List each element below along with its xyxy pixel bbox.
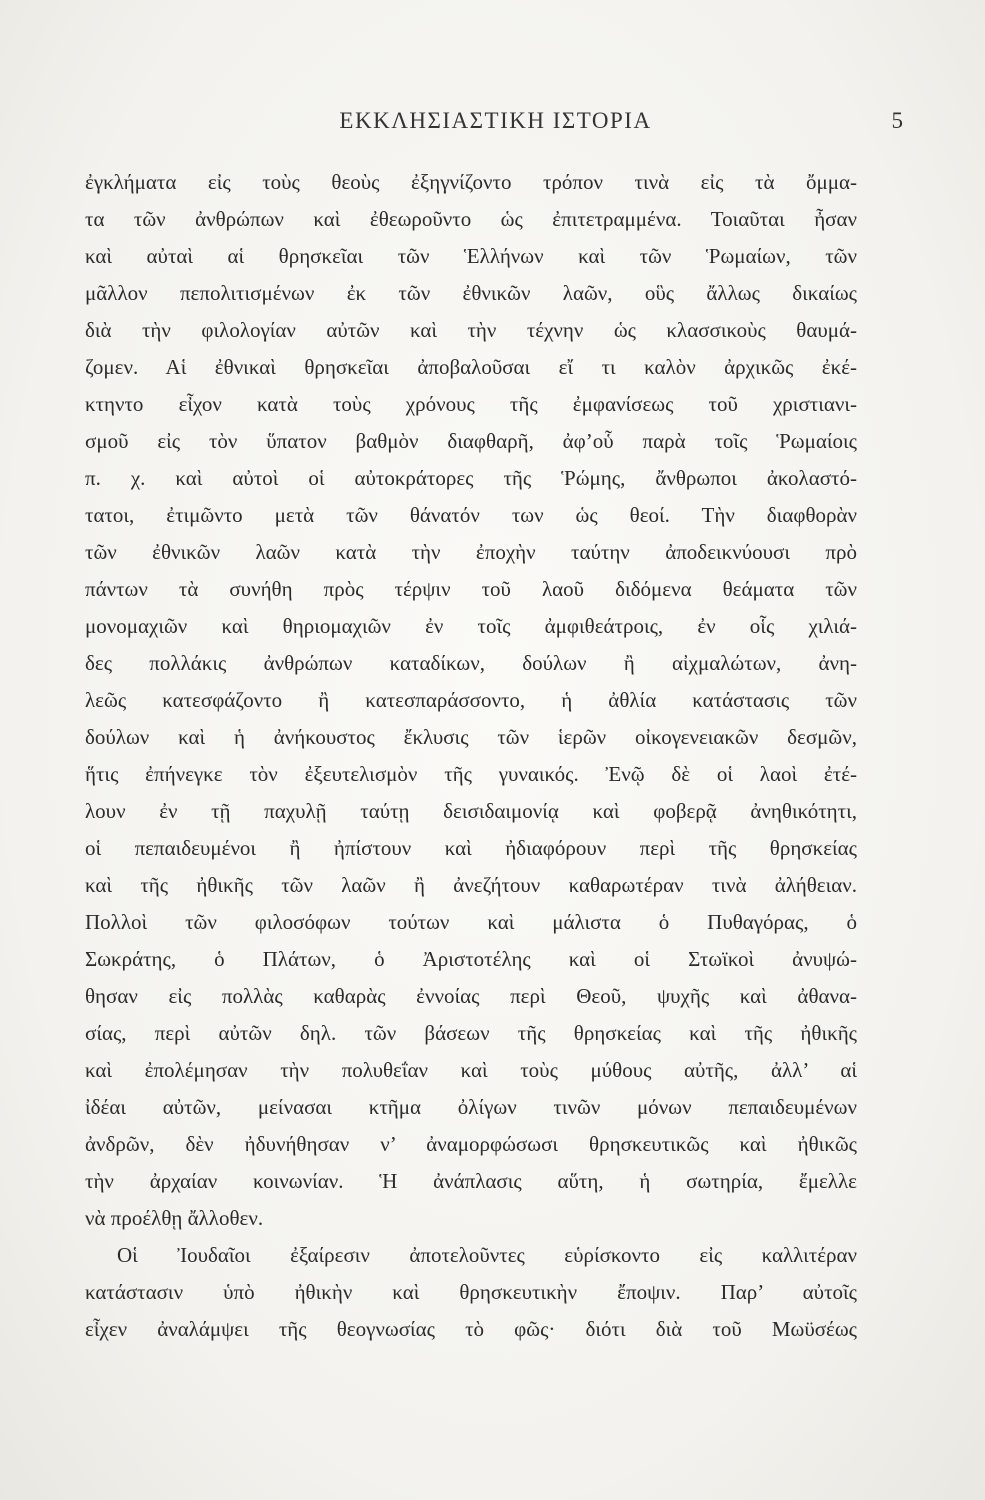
text-line: τα τῶν ἀνθρώπων καὶ ἐθεωροῦντο ὡς ἐπιτετραμμένα. Τοιαῦται ἦσαν: [85, 207, 857, 231]
text-line: ζομεν. Αἱ ἐθνικαὶ θρησκεῖαι ἀποβαλοῦσαι εἴ τι καλὸν ἀρχικῶς ἐκέ-: [85, 355, 857, 379]
text-line: Πολλοὶ τῶν φιλοσόφων τούτων καὶ μάλιστα ὁ Πυθαγόρας, ὁ: [85, 910, 857, 934]
text-line: κατάστασιν ὑπὸ ἠθικὴν καὶ θρησκευτικὴν ἔποψιν. Παρ’ αὐτοῖς: [85, 1280, 857, 1304]
text-line: λουν ἐν τῇ παχυλῇ ταύτῃ δεισιδαιμονίᾳ καὶ φοβερᾷ ἀνηθικότητι,: [85, 799, 857, 823]
text-line: ἰδέαι αὐτῶν, μείνασαι κτῆμα ὀλίγων τινῶν μόνων πεπαιδευμένων: [85, 1095, 857, 1119]
body-text: [85, 164, 857, 1348]
page-header: [88, 108, 903, 144]
text-line: καὶ ἐπολέμησαν τὴν πολυθεΐαν καὶ τοὺς μύθους αὐτῆς, ἀλλ’ αἱ: [85, 1058, 857, 1082]
text-line: δούλων καὶ ἡ ἀνήκουστος ἔκλυσις τῶν ἱερῶν οἰκογενειακῶν δεσμῶν,: [85, 725, 857, 749]
text-line: μονομαχιῶν καὶ θηριομαχιῶν ἐν τοῖς ἀμφιθεάτροις, ἐν οἷς χιλιά-: [85, 614, 857, 638]
text-line: εἶχεν ἀναλάμψει τῆς θεογνωσίας τὸ φῶς· διότι διὰ τοῦ Μωϋσέως: [85, 1317, 857, 1341]
text-line: ἀνδρῶν, δὲν ἠδυνήθησαν ν’ ἀναμορφώσωσι θρησκευτικῶς καὶ ἠθικῶς: [85, 1132, 857, 1156]
text-line: πάντων τὰ συνήθη πρὸς τέρψιν τοῦ λαοῦ διδόμενα θεάματα τῶν: [85, 577, 857, 601]
text-line: μᾶλλον πεπολιτισμένων ἐκ τῶν ἐθνικῶν λαῶν, οὓς ἄλλως δικαίως: [85, 281, 857, 305]
text-line: καὶ τῆς ἠθικῆς τῶν λαῶν ἢ ἀνεζήτουν καθαρωτέραν τινὰ ἀλήθειαν.: [85, 873, 857, 897]
text-line: π. χ. καὶ αὐτοὶ οἱ αὐτοκράτορες τῆς Ῥώμης, ἄνθρωποι ἀκολαστό-: [85, 466, 857, 490]
text-line: θησαν εἰς πολλὰς καθαρὰς ἐννοίας περὶ Θεοῦ, ψυχῆς καὶ ἀθανα-: [85, 984, 857, 1008]
text-line: Οἱ Ἰουδαῖοι ἐξαίρεσιν ἀποτελοῦντες εὑρίσκοντο εἰς καλλιτέραν: [117, 1243, 857, 1267]
text-line: κτηντο εἶχον κατὰ τοὺς χρόνους τῆς ἐμφανίσεως τοῦ χριστιανι-: [85, 392, 857, 416]
text-line: νὰ προέλθῃ ἄλλοθεν.: [85, 1206, 264, 1230]
text-line: ἐγκλήματα εἰς τοὺς θεοὺς ἐξηγνίζοντο τρόπον τινὰ εἰς τὰ ὄμμα-: [85, 170, 857, 194]
running-title: ΕΚΚΛΗΣΙΑΣΤΙΚΗ ΙΣΤΟΡΙΑ: [339, 108, 652, 133]
text-line: τὴν ἀρχαίαν κοινωνίαν. Ἡ ἀνάπλασις αὕτη, ἡ σωτηρία, ἔμελλε: [85, 1169, 857, 1193]
text-line: τατοι, ἐτιμῶντο μετὰ τῶν θάνατόν των ὡς θεοί. Τὴν διαφθορὰν: [85, 503, 857, 527]
text-line: τῶν ἐθνικῶν λαῶν κατὰ τὴν ἐποχὴν ταύτην ἀποδεικνύουσι πρὸ: [85, 540, 857, 564]
text-line: Σωκράτης, ὁ Πλάτων, ὁ Ἀριστοτέλης καὶ οἱ Στωϊκοὶ ἀνυψώ-: [85, 947, 857, 971]
text-line: ἥτις ἐπήνεγκε τὸν ἐξευτελισμὸν τῆς γυναικός. Ἐνῷ δὲ οἱ λαοὶ ἐτέ-: [85, 762, 857, 786]
text-line: οἱ πεπαιδευμένοι ἢ ἠπίστουν καὶ ἠδιαφόρουν περὶ τῆς θρησκείας: [85, 836, 857, 860]
text-line: σμοῦ εἰς τὸν ὕπατον βαθμὸν διαφθαρῆ, ἀφ’οὗ παρὰ τοῖς Ῥωμαίοις: [85, 429, 857, 453]
text-line: σίας, περὶ αὐτῶν δηλ. τῶν βάσεων τῆς θρησκείας καὶ τῆς ἠθικῆς: [85, 1021, 857, 1045]
text-line: δες πολλάκις ἀνθρώπων καταδίκων, δούλων ἢ αἰχμαλώτων, ἀνη-: [85, 651, 857, 675]
page-number: 5: [891, 108, 903, 133]
text-line: καὶ αὐταὶ αἱ θρησκεῖαι τῶν Ἑλλήνων καὶ τῶν Ῥωμαίων, τῶν: [85, 244, 857, 268]
text-line: διὰ τὴν φιλολογίαν αὐτῶν καὶ τὴν τέχνην ὡς κλασσικοὺς θαυμά-: [85, 318, 857, 342]
text-line: λεῶς κατεσφάζοντο ἢ κατεσπαράσσοντο, ἡ ἀθλία κατάστασις τῶν: [85, 688, 857, 712]
